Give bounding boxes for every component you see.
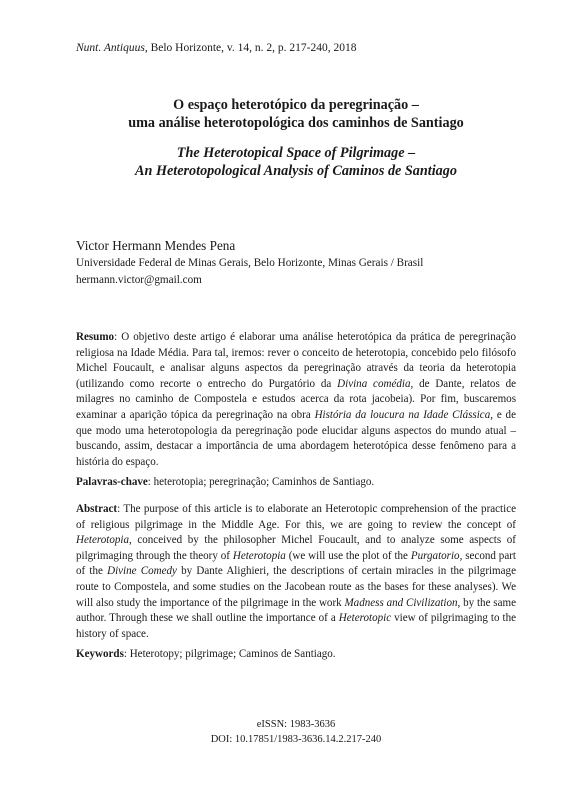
eissn: eISSN: 1983-3636 (256, 719, 336, 730)
title-block (76, 96, 516, 180)
abstract-text: (we will use the plot of the (285, 549, 411, 562)
resumo-paragraph (76, 330, 516, 470)
abstract-text: , conceived by the philosopher Michel Foucault, and to analyze some aspects of pilgrimaging through the theory of (76, 534, 516, 562)
palavras-chave-label: Palavras-chave (76, 476, 148, 489)
resumo-text: , de Dante, relatos de milagres no caminho de Compostela e estudos acerca da rota jacobeia). Por fim, buscaremos examinar a aparição tópica da peregrinação na obra (76, 377, 516, 421)
author-block (76, 237, 516, 289)
abstract-text: , second part of the (76, 549, 516, 578)
keywords-text: : Heterotopy; pilgrimage; Caminos de Santiago. (123, 648, 336, 661)
abstract-italic: Heterotopia (76, 534, 129, 547)
palavras-chave-text: : heterotopia; peregrinação; Caminhos de Santiago. (147, 476, 375, 489)
abstract-section (76, 502, 516, 663)
journal-name: Nunt. Antiquus (76, 42, 145, 54)
keywords (76, 647, 516, 663)
title-english (76, 144, 516, 180)
resumo-text: , e de que modo uma heterotopologia da peregrinação pode elucidar alguns aspectos do mundo atual – buscando, assim, destacar a importância de uma abordagem heterotópica desse fenômeno para a história do espaço. (76, 408, 516, 468)
abstract-italic: Madness and Civilization (344, 596, 458, 609)
doi: DOI: 10.17851/1983-3636.14.2.217-240 (210, 734, 382, 745)
title-pt-line2: uma análise heterotopológica dos caminhos de Santiago (128, 115, 464, 131)
abstract-text: : The purpose of this article is to elaborate an Heterotopic comprehension of the practice of religious pilgrimage in the Middle Age. For this, we are going to review the concept of (76, 503, 516, 531)
abstract-italic: Heterotopia (232, 549, 286, 562)
resumo-text: : O objetivo deste artigo é elaborar uma análise heterotópica da prática de peregrinação religiosa na Idade Média. Para tal, iremos: rever o conceito de heterotopia, concebido pelo filósofo Michel Foucault, e analisar alguns aspectos da peregrinação através da teoria da heterotopia (utilizando como recorte o entrecho do Purgatório da (76, 331, 516, 390)
author-affiliation: Universidade Federal de Minas Gerais, Belo Horizonte, Minas Gerais / Brasil (76, 257, 424, 269)
author-name: Victor Hermann Mendes Pena (76, 238, 236, 253)
journal-details: , Belo Horizonte, v. 14, n. 2, p. 217-240, 2018 (144, 42, 357, 54)
abstract-italic: Divine Comedy (107, 565, 177, 578)
abstract-text: , by the same author. Through these we shall outline the importance of a (76, 596, 516, 625)
title-en-line2: An Heterotopological Analysis of Caminos de Santiago (135, 163, 457, 179)
abstract-paragraph (76, 502, 516, 642)
abstract-italic: Heterotopic (338, 612, 392, 625)
title-portuguese (76, 96, 516, 132)
keywords-label: Keywords (76, 648, 124, 661)
title-pt-line1: O espaço heterotópico da peregrinação – (173, 97, 419, 113)
abstract-italic: Purgatorio (410, 549, 460, 562)
title-en-line1: The Heterotopical Space of Pilgrimage – (176, 145, 416, 161)
palavras-chave (76, 475, 516, 491)
resumo-section (76, 330, 516, 491)
page-footer (76, 717, 516, 747)
resumo-italic: História da loucura na Idade Clássica (314, 408, 491, 421)
abstract-text: view of pilgrimaging to the history of space. (76, 612, 516, 640)
journal-citation (76, 42, 356, 54)
resumo-label: Resumo (76, 331, 115, 343)
author-email: hermann.victor@gmail.com (76, 274, 202, 286)
abstract-text: by Dante Alighieri, the descriptions of certain miracles in the pilgrimage route to Compostela, and some studies on the Jacobean route as the bases for these analyses). We will also study the importance of the pilgrimage in the work (76, 565, 516, 609)
resumo-italic: Divina comédia (337, 377, 411, 390)
abstract-label: Abstract (76, 503, 118, 515)
